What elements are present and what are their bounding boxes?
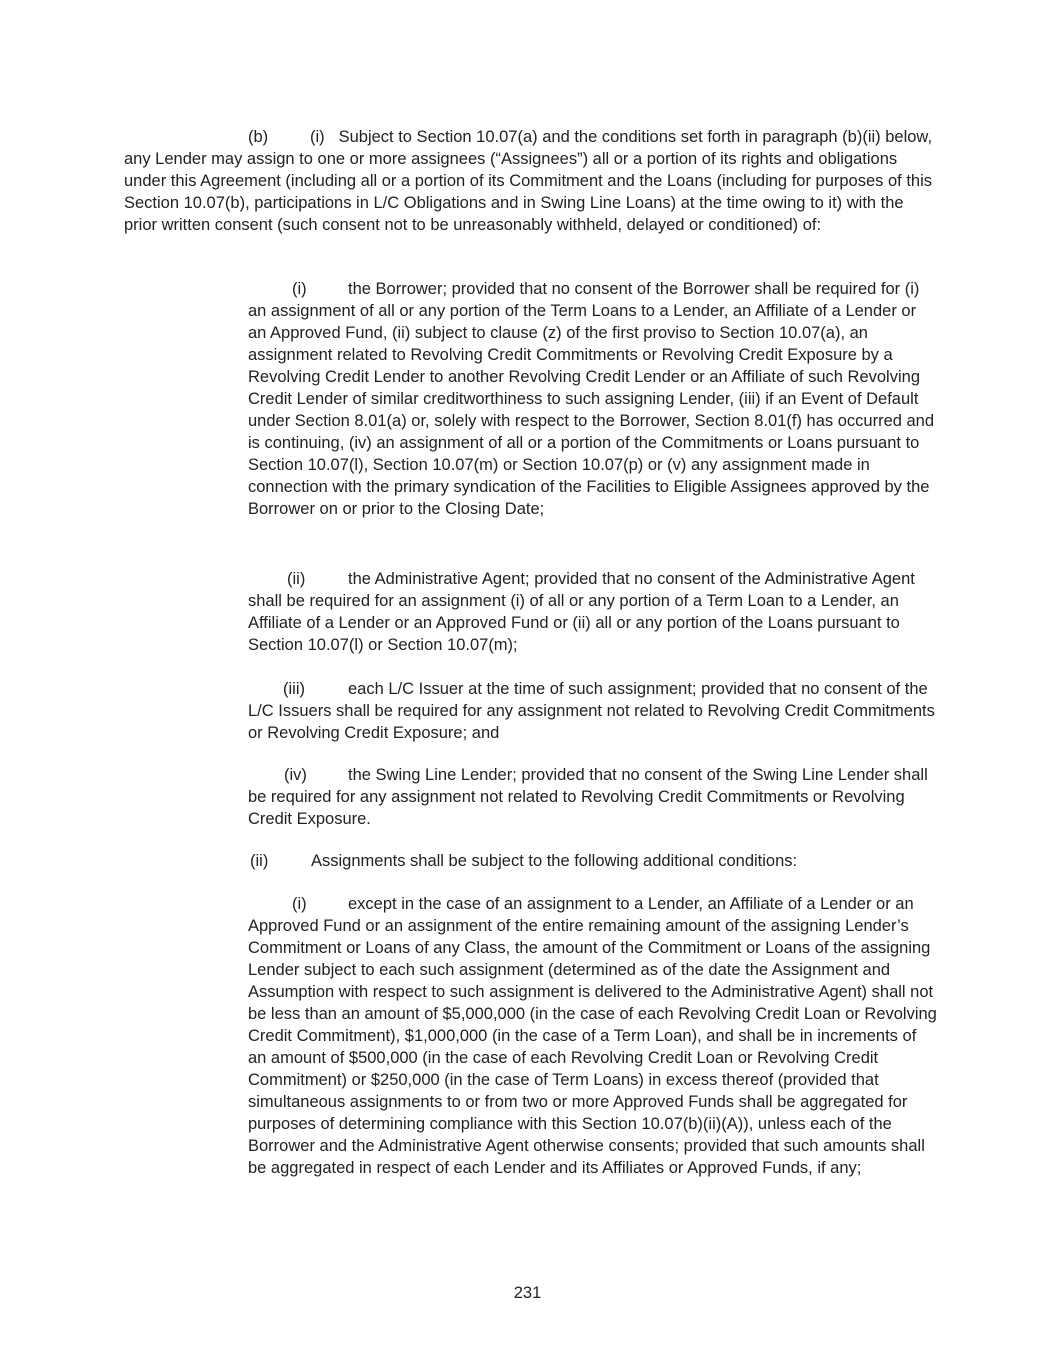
paragraph-b-text: Subject to Section 10.07(a) and the conditions set forth in paragraph (b)(ii) below, any Lender may assign to one or more assignees (“Assignees”) all or a portion of its rights and obligations under this Agreement (including all or a portion of its Commitment and the Loans (including for purposes of this Section 10.07(b), participations in L/C Obligations and in Swing Line Loans) at the time owing to it) with the prior written consent (such consent not to be unreasonably withheld, delayed or conditioned) of: [124,128,933,234]
consent-item-label: (ii) [287,570,306,588]
paragraph-ii [248,850,938,872]
consent-item-lc-issuer [248,678,938,744]
page-number: 231 [513,1284,542,1302]
consent-item-swing-line-lender [248,764,938,830]
paragraph-b-sublabel: (i) [310,128,325,146]
consent-item-text: the Swing Line Lender; provided that no consent of the Swing Line Lender shall be required for any assignment not related to Revolving Credit Commitments or Revolving Credit Exposure. [248,766,928,828]
paragraph-b [124,126,934,236]
consent-item-label: (iii) [283,680,305,698]
consent-item-label: (i) [292,280,307,298]
consent-item-text: each L/C Issuer at the time of such assignment; provided that no consent of the L/C Issuers shall be required for any assignment not related to Revolving Credit Commitments or Revolving Credit Exposure; and [248,680,935,742]
consent-item-text: the Administrative Agent; provided that no consent of the Administrative Agent shall be required for an assignment (i) of all or any portion of a Term Loan to a Lender, an Affiliate of a Lender or an Approved Fund or (ii) all or any portion of the Loans pursuant to Section 10.07(l) or Section 10.07(m); [248,570,915,654]
condition-item-label: (i) [292,895,307,913]
paragraph-b-label: (b) [248,128,269,146]
paragraph-ii-label: (ii) [250,852,269,870]
consent-item-administrative-agent [248,568,938,656]
condition-item-text: except in the case of an assignment to a Lender, an Affiliate of a Lender or an Approved Fund or an assignment of the entire remaining amount of the assigning Lender’s Commitment or Loans of any Class, the amount of the Commitment or Loans of the assigning Lender subject to each such assignment (determined as of the date the Assignment and Assumption with respect to such assignment is delivered to the Administrative Agent) shall not be less than an amount of $5,000,000 (in the case of each Revolving Credit Loan or Revolving Credit Commitment), $1,000,000 (in the case of a Term Loan), and shall be in increments of an amount of $500,000 (in the case of each Revolving Credit Loan or Revolving Credit Commitment) or $250,000 (in the case of Term Loans) in excess thereof (provided that simultaneous assignments to or from two or more Approved Funds shall be aggregated for purposes of determining compliance with this Section 10.07(b)(ii)(A)), unless each of the Borrower and the Administrative Agent otherwise consents; provided that such amounts shall be aggregated in respect of each Lender and its Affiliates or Approved Funds, if any; [248,895,937,1177]
condition-item-minimum-amount [248,893,938,1179]
consent-item-label: (iv) [284,766,307,784]
consent-item-borrower [248,278,938,520]
consent-item-text: the Borrower; provided that no consent of the Borrower shall be required for (i) an assignment of all or any portion of the Term Loans to a Lender, an Affiliate of a Lender or an Approved Fund, (ii) subject to clause (z) of the first proviso to Section 10.07(a), an assignment related to Revolving Credit Commitments or Revolving Credit Exposure by a Revolving Credit Lender to another Revolving Credit Lender or an Affiliate of such Revolving Credit Lender of similar creditworthiness to such assigning Lender, (iii) if an Event of Default under Section 8.01(a) or, solely with respect to the Borrower, Section 8.01(f) has occurred and is continuing, (iv) an assignment of all or a portion of the Commitments or Loans pursuant to Section 10.07(l), Section 10.07(m) or Section 10.07(p) or (v) any assignment made in connection with the primary syndication of the Facilities to Eligible Assignees approved by the Borrower on or prior to the Closing Date; [248,280,935,518]
paragraph-ii-text: Assignments shall be subject to the following additional conditions: [311,852,798,870]
